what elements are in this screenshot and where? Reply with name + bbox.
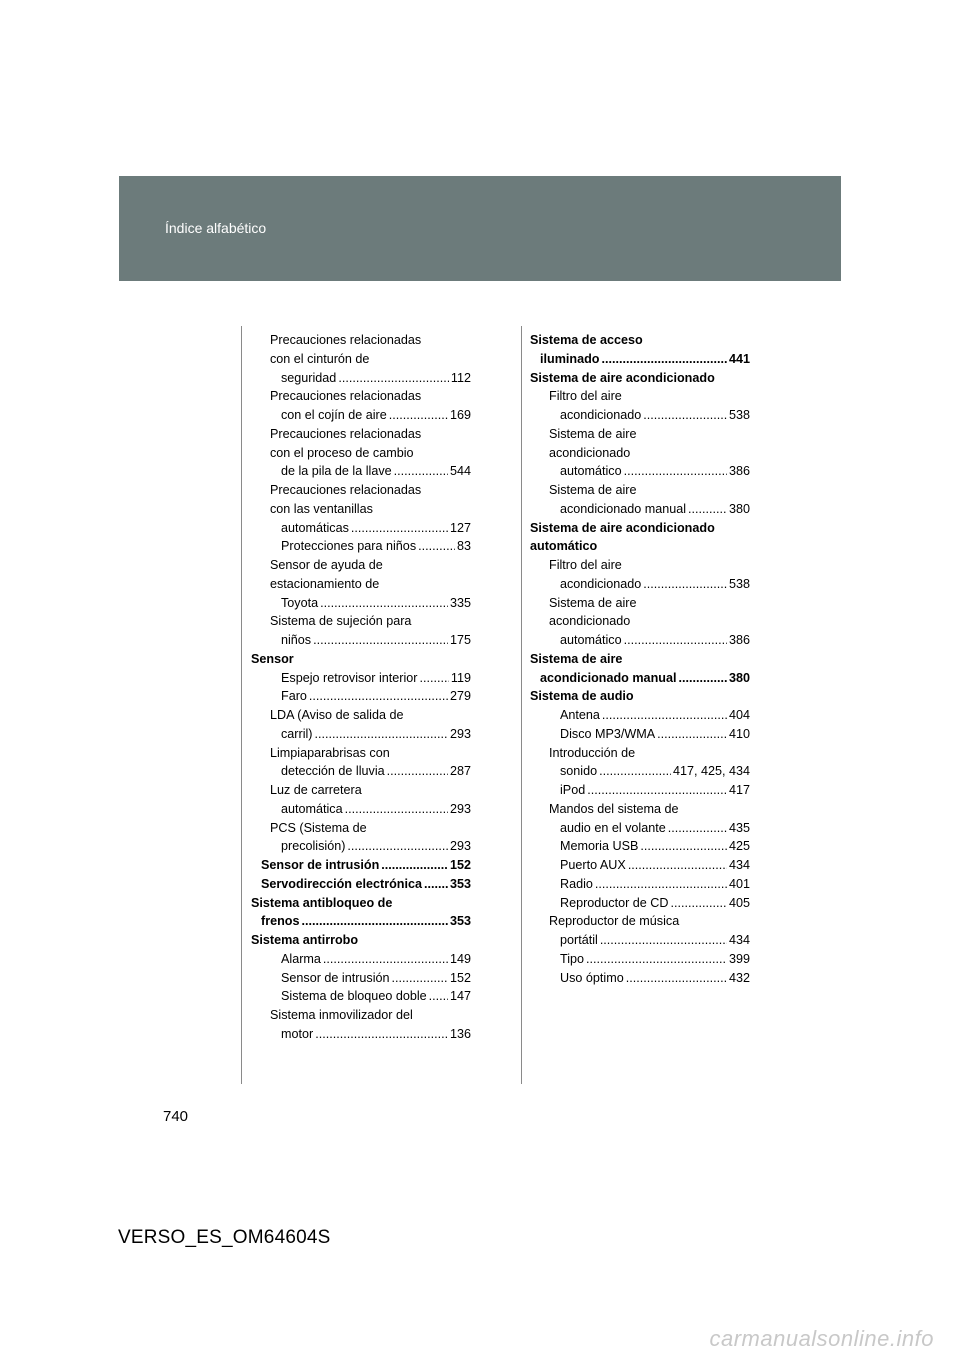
entry-text-line: Sistema de audio [530, 689, 634, 704]
entry-text-line: Sistema de aire [549, 595, 637, 610]
entry-text: Servodirección electrónica [261, 876, 422, 891]
dot-leader [429, 987, 448, 1006]
dot-leader [314, 725, 448, 744]
index-entry [530, 856, 750, 875]
entry-text: Toyota [281, 595, 319, 610]
dot-leader [586, 950, 727, 969]
entry-text-line: Sistema antirrobo [251, 933, 359, 947]
page-reference: 293 [449, 726, 471, 741]
index-entry [530, 425, 750, 481]
index-entry [251, 931, 471, 950]
page-reference: 401 [728, 876, 750, 891]
entry-last-line [560, 762, 750, 781]
entry-text: detección de lluvia [281, 764, 385, 779]
entry-text-line: Sistema de sujeción para [270, 614, 412, 629]
page-reference: 287 [449, 764, 471, 779]
dot-leader [601, 350, 727, 369]
entry-last-line [281, 950, 471, 969]
page-reference: 380 [728, 670, 750, 685]
entry-last-line [281, 969, 471, 988]
dot-leader [599, 762, 671, 781]
page-reference: 279 [449, 689, 471, 704]
entry-text-line: con las ventanillas [270, 501, 373, 516]
dot-leader [643, 406, 727, 425]
index-entry [530, 594, 750, 650]
entry-text-line: con el proceso de cambio [270, 445, 414, 460]
index-entry [530, 781, 750, 800]
dot-leader [628, 856, 727, 875]
entry-last-line [540, 350, 750, 369]
dot-leader [392, 969, 448, 988]
entry-text-line: Sistema de acceso [530, 333, 643, 347]
dot-leader [320, 594, 448, 613]
entry-text: Disco MP3/WMA [560, 726, 656, 741]
index-entry [251, 987, 471, 1006]
entry-text: automática [281, 801, 343, 816]
entry-text-line: Luz de carretera [270, 783, 362, 797]
entry-text: Antena [560, 708, 600, 722]
entry-last-line [560, 837, 750, 856]
index-entry [530, 875, 750, 894]
entry-text: portátil [560, 933, 598, 947]
page-reference: 417, 425, 434 [672, 764, 750, 779]
page-reference: 399 [728, 951, 750, 966]
entry-last-line [281, 537, 471, 556]
entry-text: Espejo retrovisor interior [281, 670, 418, 685]
entry-text: acondicionado manual [560, 501, 687, 516]
page-reference: 404 [728, 708, 750, 722]
index-entry [530, 969, 750, 988]
dot-leader [338, 369, 449, 388]
dot-leader [315, 1025, 448, 1044]
entry-last-line [281, 594, 471, 613]
dot-leader [381, 856, 448, 875]
dot-leader [643, 575, 727, 594]
entry-text: Radio [560, 876, 593, 891]
entry-last-line [560, 950, 750, 969]
page-reference: 353 [449, 914, 471, 929]
index-entry [251, 894, 471, 932]
page-reference: 441 [728, 351, 750, 366]
entry-text: Memoria USB [560, 839, 639, 854]
page-reference: 152 [449, 970, 471, 985]
dot-leader [309, 687, 448, 706]
entry-text: Alarma [281, 951, 321, 966]
entry-last-line [281, 762, 471, 781]
entry-last-line [560, 575, 750, 594]
index-entry [530, 706, 750, 725]
entry-text-line: estacionamiento de [270, 576, 380, 591]
entry-text: automático [560, 633, 622, 647]
page-reference: 434 [728, 933, 750, 947]
entry-last-line [281, 800, 471, 819]
entry-last-line [281, 837, 471, 856]
entry-text: Faro [281, 689, 307, 704]
entry-text-line: Mandos del sistema de [549, 801, 679, 816]
entry-last-line [281, 687, 471, 706]
entry-last-line [560, 931, 750, 950]
index-entry [251, 669, 471, 688]
entry-text-line: LDA (Aviso de salida de [270, 708, 404, 722]
watermark: carmanualsonline.info [709, 1326, 934, 1351]
entry-text: Sensor de intrusión [261, 858, 380, 872]
entry-text-line: Sensor [251, 651, 294, 666]
dot-leader [624, 631, 727, 650]
index-entry [530, 950, 750, 969]
page-reference: 435 [728, 820, 750, 835]
entry-text-line: Sistema de aire [549, 483, 637, 497]
dot-leader [387, 762, 448, 781]
index-entry [530, 519, 750, 557]
entry-text-line: PCS (Sistema de [270, 820, 367, 835]
entry-text-line: Sensor de ayuda de [270, 558, 383, 572]
entry-text-line: Filtro del aire [549, 389, 622, 404]
entry-text-line: acondicionado [549, 445, 631, 460]
page-reference: 127 [449, 520, 471, 535]
column-divider-middle [521, 326, 522, 1084]
entry-last-line [560, 406, 750, 425]
dot-leader [688, 500, 727, 519]
entry-last-line [540, 669, 750, 688]
entry-last-line [560, 725, 750, 744]
entry-text-line: Sistema de aire acondicionado [530, 370, 715, 385]
entry-text: Protecciones para niños [281, 539, 417, 554]
dot-leader [671, 894, 727, 913]
index-entry [251, 650, 471, 669]
page-reference: 175 [449, 633, 471, 647]
entry-last-line [560, 875, 750, 894]
entry-text: carril) [281, 726, 313, 741]
dot-leader [323, 950, 448, 969]
entry-text: de la pila de la llave [281, 464, 392, 479]
dot-leader [678, 669, 727, 688]
entry-text: con el cojín de aire [281, 408, 387, 422]
dot-leader [587, 781, 727, 800]
page-reference: 538 [728, 408, 750, 422]
entry-text: motor [281, 1026, 314, 1041]
index-entry [530, 687, 750, 706]
entry-text-line: Precauciones relacionadas [270, 389, 422, 404]
index-entry [530, 744, 750, 782]
dot-leader [595, 875, 727, 894]
entry-text-line: con el cinturón de [270, 351, 370, 366]
page-reference: 112 [450, 370, 471, 385]
page-reference: 432 [728, 970, 750, 985]
dot-leader [351, 519, 448, 538]
entry-text: automáticas [281, 520, 349, 535]
page-reference: 147 [449, 989, 471, 1004]
index-entry [251, 819, 471, 857]
entry-last-line [560, 500, 750, 519]
entry-text-line: Sistema inmovilizador del [270, 1008, 413, 1022]
entry-text: seguridad [281, 370, 337, 385]
dot-leader [626, 969, 727, 988]
entry-last-line [560, 819, 750, 838]
index-entry [251, 1006, 471, 1044]
entry-last-line [560, 631, 750, 650]
entry-last-line [281, 631, 471, 650]
page-reference: 169 [449, 408, 471, 422]
page-reference: 386 [728, 633, 750, 647]
dot-leader [418, 537, 455, 556]
entry-text-line: Limpiaparabrisas con [270, 745, 390, 760]
index-entry [251, 969, 471, 988]
entry-last-line [281, 987, 471, 1006]
entry-text-line: Precauciones relacionadas [270, 426, 422, 441]
page-reference: 335 [449, 595, 471, 610]
entry-last-line [560, 462, 750, 481]
entry-last-line [281, 725, 471, 744]
entry-last-line [261, 875, 471, 894]
dot-leader [347, 837, 448, 856]
index-entry [251, 744, 471, 782]
dot-leader [602, 706, 727, 725]
page-reference: 152 [449, 858, 471, 872]
page-reference: 405 [728, 895, 750, 910]
entry-text-line: Sistema antibloqueo de [251, 895, 393, 910]
entry-last-line [281, 462, 471, 481]
entry-text: acondicionado [560, 408, 642, 422]
entry-last-line [560, 706, 750, 725]
page-reference: 83 [456, 539, 471, 554]
entry-text: iluminado [540, 351, 600, 366]
dot-leader [345, 800, 448, 819]
entry-text-line: Reproductor de música [549, 914, 680, 929]
page-reference: 538 [728, 576, 750, 591]
index-column-left [251, 331, 471, 1044]
index-entry [251, 481, 471, 537]
index-entry [530, 837, 750, 856]
page-reference: 149 [449, 951, 471, 966]
index-entry [251, 425, 471, 481]
page-number: 740 [163, 1108, 189, 1125]
entry-text: acondicionado manual [540, 670, 677, 685]
entry-text: Reproductor de CD [560, 895, 669, 910]
entry-text: Uso óptimo [560, 970, 624, 985]
entry-last-line [281, 669, 471, 688]
page-reference: 410 [728, 726, 750, 741]
dot-leader [640, 837, 727, 856]
index-entry [530, 894, 750, 913]
entry-text: sonido [560, 764, 598, 779]
entry-text: Puerto AUX [560, 858, 626, 872]
dot-leader [657, 725, 727, 744]
index-entry [251, 950, 471, 969]
entry-text-line: Sistema de aire [549, 426, 637, 441]
entry-text: Sistema de bloqueo doble [281, 989, 427, 1004]
entry-text: Sensor de intrusión [281, 970, 390, 985]
entry-text: frenos [261, 914, 300, 929]
entry-text: niños [281, 633, 312, 647]
dot-leader [668, 819, 727, 838]
index-entry [530, 650, 750, 688]
entry-last-line [281, 406, 471, 425]
entry-last-line [560, 781, 750, 800]
dot-leader [424, 875, 448, 894]
entry-last-line [261, 912, 471, 931]
entry-text: audio en el volante [560, 820, 666, 835]
index-entry [251, 781, 471, 819]
dot-leader [600, 931, 727, 950]
entry-text-line: acondicionado [549, 614, 631, 629]
index-entry [530, 331, 750, 369]
page-reference: 434 [728, 858, 750, 872]
dot-leader [419, 669, 448, 688]
entry-text: Tipo [560, 951, 585, 966]
page-reference: 353 [449, 876, 471, 891]
index-entry [530, 387, 750, 425]
entry-text-line: Precauciones relacionadas [270, 483, 422, 497]
entry-last-line [281, 519, 471, 538]
entry-text: acondicionado [560, 576, 642, 591]
header-band [119, 176, 841, 281]
entry-last-line [560, 969, 750, 988]
entry-text: automático [560, 464, 622, 479]
page-reference: 119 [450, 670, 471, 685]
page-reference: 425 [728, 839, 750, 854]
entry-text: precolisión) [281, 839, 346, 854]
entry-last-line [281, 1025, 471, 1044]
entry-text: iPod [560, 783, 586, 797]
entry-text-line: Filtro del aire [549, 558, 622, 572]
index-entry [251, 387, 471, 425]
entry-last-line [560, 856, 750, 875]
page-reference: 417 [728, 783, 750, 797]
entry-text-line: Sistema de aire acondicionado [530, 520, 715, 535]
page-reference: 544 [449, 464, 471, 479]
index-entry [530, 369, 750, 388]
entry-text-line: Precauciones relacionadas [270, 333, 422, 347]
dot-leader [302, 912, 448, 931]
index-entry [251, 856, 471, 875]
index-entry [251, 612, 471, 650]
dot-leader [394, 462, 448, 481]
index-entry [251, 537, 471, 556]
entry-last-line [560, 894, 750, 913]
page-reference: 380 [728, 501, 750, 516]
dot-leader [624, 462, 727, 481]
index-entry [251, 706, 471, 744]
index-entry [530, 481, 750, 519]
index-entry [530, 556, 750, 594]
dot-leader [313, 631, 448, 650]
column-divider-left [241, 326, 242, 1084]
index-entry [530, 800, 750, 838]
page-reference: 293 [449, 839, 471, 854]
entry-text-line: automático [530, 539, 598, 554]
index-entry [530, 725, 750, 744]
index-entry [251, 687, 471, 706]
index-entry [251, 875, 471, 894]
index-entry [251, 556, 471, 612]
page-reference: 293 [449, 801, 471, 816]
page-reference: 386 [728, 464, 750, 479]
entry-text-line: Introducción de [549, 745, 636, 760]
entry-text-line: Sistema de aire [530, 651, 623, 666]
page-reference: 136 [449, 1026, 471, 1041]
index-entry [530, 912, 750, 950]
document-code: VERSO_ES_OM64604S [118, 1227, 331, 1248]
index-entry [251, 331, 471, 387]
section-title: Índice alfabético [165, 220, 267, 236]
entry-last-line [281, 369, 471, 388]
dot-leader [389, 406, 448, 425]
index-column-right [530, 331, 750, 987]
entry-last-line [261, 856, 471, 875]
